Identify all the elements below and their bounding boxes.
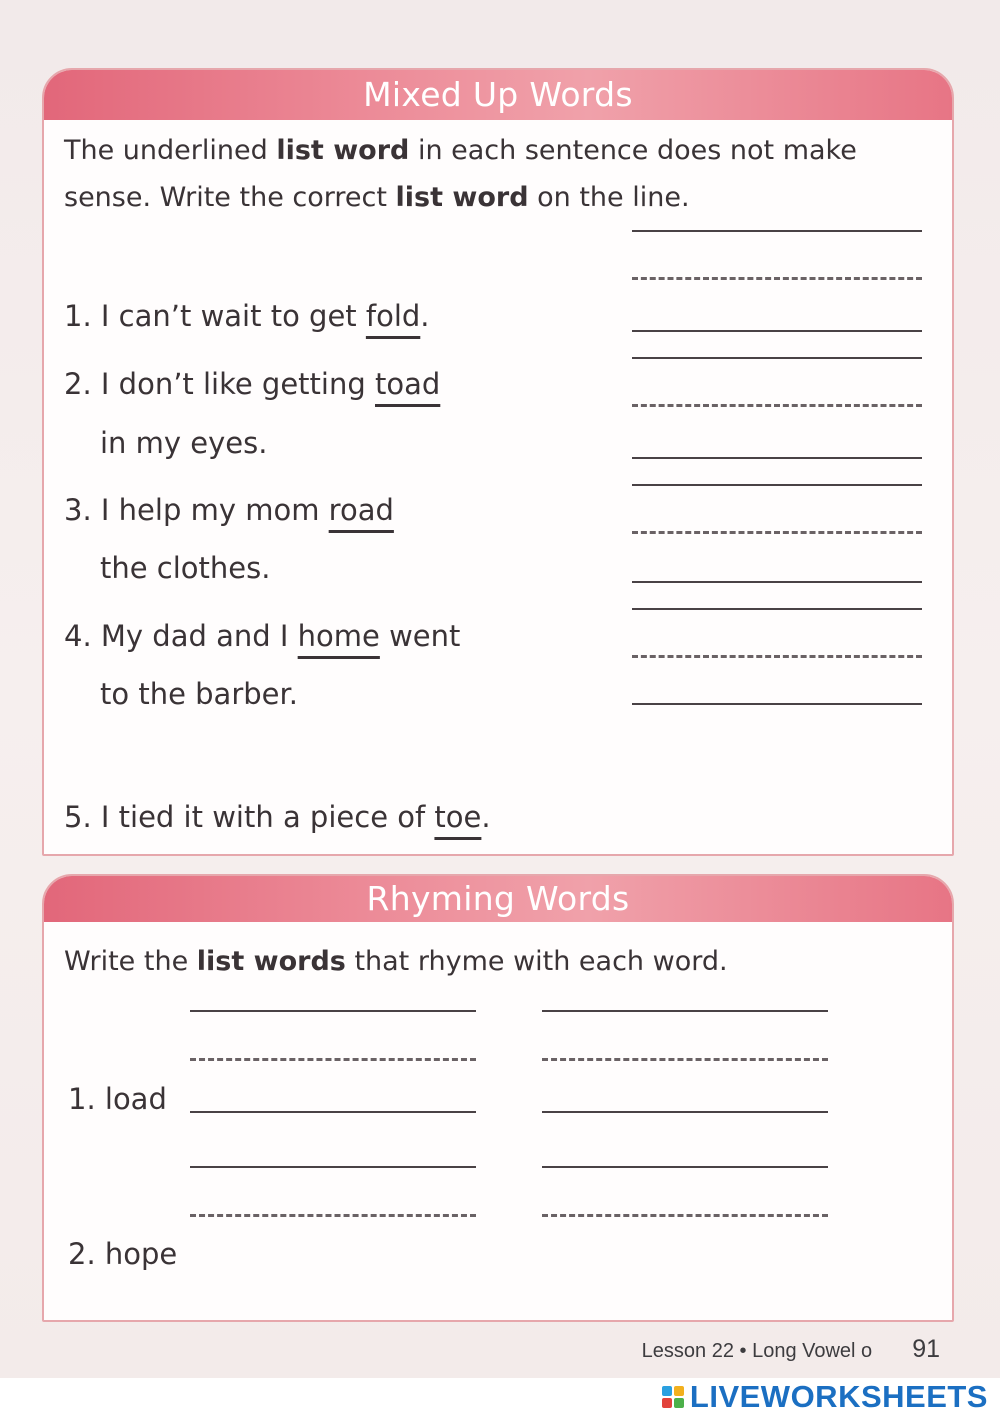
writing-top-line [190, 1166, 476, 1168]
item-number: 3. [64, 493, 92, 527]
writing-dashed-line [542, 1058, 828, 1061]
writing-dashed-line [632, 277, 922, 280]
answer-line-4[interactable] [632, 581, 922, 661]
sentence-2: 2. I don’t like getting toad [64, 367, 441, 401]
writing-top-line [632, 484, 922, 486]
page-number: 91 [912, 1335, 940, 1363]
logo-square-icon [662, 1398, 672, 1408]
liveworksheets-logo [662, 1378, 988, 1415]
writing-dashed-line [190, 1058, 476, 1061]
logo-text: LIVEWORKSHEETS [689, 1378, 988, 1414]
item-number: 2. [64, 367, 92, 401]
writing-top-line [190, 1010, 476, 1012]
section-title: Rhyming Words [44, 876, 952, 922]
rhyme-1-answer-left[interactable] [190, 1010, 476, 1120]
writing-dashed-line [190, 1214, 476, 1217]
item-number: 1. [64, 299, 92, 333]
answer-line-1[interactable] [632, 230, 922, 290]
writing-dashed-line [632, 655, 922, 658]
sentence-4: 4. My dad and I home went [64, 619, 461, 653]
writing-top-line [632, 608, 922, 610]
rhyme-1-answer-right[interactable] [542, 1010, 828, 1120]
section-title: Mixed Up Words [44, 70, 952, 120]
logo-square-icon [662, 1386, 672, 1396]
logo-mark-icon [662, 1386, 684, 1408]
sentence-5: 5. I tied it with a piece of toe. [64, 800, 491, 834]
writing-top-line [542, 1166, 828, 1168]
answer-line-2[interactable] [632, 330, 922, 410]
writing-dashed-line [542, 1214, 828, 1217]
mixed-up-words-panel [42, 68, 954, 856]
instructions: The underlined list word in each sentence does not make sense. Write the correct list word on the line. [64, 135, 857, 213]
logo-square-icon [674, 1398, 684, 1408]
sentence-1: 1. I can’t wait to get fold. [64, 299, 430, 333]
answer-line-3[interactable] [632, 457, 922, 537]
writing-baseline [632, 703, 922, 705]
rhyme-2-answer-left[interactable] [190, 1166, 476, 1226]
item-number: 4. [64, 619, 92, 653]
lesson-label: Lesson 22 • Long Vowel o [641, 1340, 873, 1362]
sentence-3: 3. I help my mom road [64, 493, 394, 527]
underlined-word: toe [434, 800, 482, 834]
writing-top-line [632, 357, 922, 359]
page-footer [642, 1335, 940, 1364]
underlined-word: toad [375, 367, 441, 401]
sentence-2-continued: in my eyes. [100, 426, 268, 460]
logo-square-icon [674, 1386, 684, 1396]
writing-baseline [632, 457, 922, 459]
writing-baseline [632, 581, 922, 583]
instructions: Write the list words that rhyme with each word. [64, 946, 728, 977]
item-number: 5. [64, 800, 92, 834]
sentence-4-continued: to the barber. [100, 677, 298, 711]
sentence-3-continued: the clothes. [100, 551, 271, 585]
writing-dashed-line [632, 404, 922, 407]
rhyme-item-1-label: 1. load [68, 1082, 167, 1116]
rhyming-words-panel [42, 874, 954, 1322]
rhyme-2-answer-right[interactable] [542, 1166, 828, 1226]
writing-baseline [190, 1111, 476, 1113]
writing-top-line [632, 230, 922, 232]
underlined-word: home [297, 619, 380, 653]
underlined-word: fold [365, 299, 421, 333]
underlined-word: road [328, 493, 394, 527]
writing-dashed-line [632, 531, 922, 534]
rhyme-item-2-label: 2. hope [68, 1237, 178, 1271]
writing-baseline [542, 1111, 828, 1113]
writing-baseline [632, 330, 922, 332]
writing-top-line [542, 1010, 828, 1012]
answer-line-5[interactable] [632, 703, 922, 713]
